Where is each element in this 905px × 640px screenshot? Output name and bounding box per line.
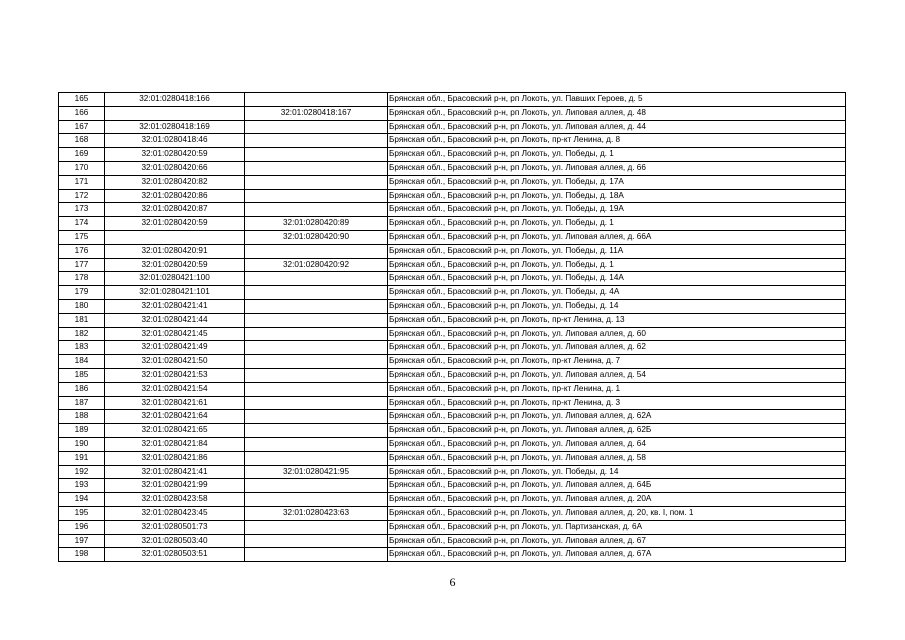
cadastral-number-cell: 32:01:0280421:99: [105, 479, 245, 493]
cadastral-number-cell: 32:01:0280421:84: [105, 437, 245, 451]
cadastral-number-cell: 32:01:0280421:45: [105, 327, 245, 341]
building-cadastral-number-cell: [245, 355, 388, 369]
cadastral-number-cell: 32:01:0280421:49: [105, 341, 245, 355]
address-cell: Брянская обл., Брасовский р-н, рп Локоть, ул. Липовая аллея, д. 66: [388, 161, 846, 175]
cadastral-number-cell: 32:01:0280421:53: [105, 368, 245, 382]
row-number-cell: 180: [59, 299, 105, 313]
building-cadastral-number-cell: [245, 520, 388, 534]
table-row: [59, 189, 846, 203]
table-row: [59, 272, 846, 286]
row-number-cell: 194: [59, 493, 105, 507]
row-number-cell: 184: [59, 355, 105, 369]
building-cadastral-number-cell: [245, 382, 388, 396]
address-cell: Брянская обл., Брасовский р-н, рп Локоть, ул. Победы, д. 19А: [388, 203, 846, 217]
address-cell: Брянская обл., Брасовский р-н, рп Локоть, ул. Липовая аллея, д. 64Б: [388, 479, 846, 493]
building-cadastral-number-cell: [245, 175, 388, 189]
address-cell: Брянская обл., Брасовский р-н, рп Локоть, пр-кт Ленина, д. 8: [388, 134, 846, 148]
table-row: [59, 217, 846, 231]
table-row: [59, 299, 846, 313]
cadastral-number-cell: 32:01:0280418:169: [105, 120, 245, 134]
building-cadastral-number-cell: [245, 479, 388, 493]
row-number-cell: 177: [59, 258, 105, 272]
building-cadastral-number-cell: [245, 327, 388, 341]
cadastral-number-cell: 32:01:0280420:59: [105, 258, 245, 272]
table-row: [59, 327, 846, 341]
property-registry-table: [58, 92, 846, 562]
row-number-cell: 166: [59, 106, 105, 120]
address-cell: Брянская обл., Брасовский р-н, рп Локоть, ул. Победы, д. 11А: [388, 244, 846, 258]
row-number-cell: 185: [59, 368, 105, 382]
row-number-cell: 192: [59, 465, 105, 479]
row-number-cell: 195: [59, 506, 105, 520]
cadastral-number-cell: 32:01:0280420:91: [105, 244, 245, 258]
row-number-cell: 169: [59, 148, 105, 162]
cadastral-number-cell: 32:01:0280421:41: [105, 299, 245, 313]
building-cadastral-number-cell: 32:01:0280420:92: [245, 258, 388, 272]
cadastral-number-cell: 32:01:0280420:59: [105, 217, 245, 231]
table-row: [59, 93, 846, 107]
address-cell: Брянская обл., Брасовский р-н, рп Локоть, ул. Победы, д. 17А: [388, 175, 846, 189]
table-row: [59, 520, 846, 534]
building-cadastral-number-cell: [245, 493, 388, 507]
cadastral-number-cell: 32:01:0280420:82: [105, 175, 245, 189]
cadastral-number-cell: 32:01:0280503:40: [105, 534, 245, 548]
building-cadastral-number-cell: [245, 341, 388, 355]
building-cadastral-number-cell: [245, 93, 388, 107]
cadastral-number-cell: 32:01:0280423:45: [105, 506, 245, 520]
address-cell: Брянская обл., Брасовский р-н, рп Локоть, ул. Липовая аллея, д. 48: [388, 106, 846, 120]
table-row: [59, 382, 846, 396]
cadastral-number-cell: 32:01:0280420:66: [105, 161, 245, 175]
table-row: [59, 465, 846, 479]
table-row: [59, 203, 846, 217]
address-cell: Брянская обл., Брасовский р-н, рп Локоть, пр-кт Ленина, д. 7: [388, 355, 846, 369]
cadastral-number-cell: 32:01:0280421:100: [105, 272, 245, 286]
row-number-cell: 191: [59, 451, 105, 465]
address-cell: Брянская обл., Брасовский р-н, рп Локоть, ул. Победы, д. 14: [388, 465, 846, 479]
address-cell: Брянская обл., Брасовский р-н, рп Локоть, ул. Липовая аллея, д. 54: [388, 368, 846, 382]
table-row: [59, 479, 846, 493]
building-cadastral-number-cell: [245, 244, 388, 258]
cadastral-number-cell: [105, 230, 245, 244]
table-row: [59, 148, 846, 162]
table-row: [59, 424, 846, 438]
building-cadastral-number-cell: [245, 120, 388, 134]
row-number-cell: 183: [59, 341, 105, 355]
cadastral-number-cell: 32:01:0280421:41: [105, 465, 245, 479]
cadastral-number-cell: 32:01:0280421:64: [105, 410, 245, 424]
row-number-cell: 189: [59, 424, 105, 438]
table-row: [59, 410, 846, 424]
address-cell: Брянская обл., Брасовский р-н, рп Локоть, ул. Липовая аллея, д. 20А: [388, 493, 846, 507]
row-number-cell: 175: [59, 230, 105, 244]
address-cell: Брянская обл., Брасовский р-н, рп Локоть, ул. Липовая аллея, д. 67А: [388, 548, 846, 562]
row-number-cell: 186: [59, 382, 105, 396]
building-cadastral-number-cell: [245, 299, 388, 313]
row-number-cell: 198: [59, 548, 105, 562]
building-cadastral-number-cell: 32:01:0280418:167: [245, 106, 388, 120]
row-number-cell: 178: [59, 272, 105, 286]
table-row: [59, 355, 846, 369]
table-row: [59, 437, 846, 451]
address-cell: Брянская обл., Брасовский р-н, рп Локоть, пр-кт Ленина, д. 3: [388, 396, 846, 410]
building-cadastral-number-cell: [245, 203, 388, 217]
building-cadastral-number-cell: [245, 272, 388, 286]
table-row: [59, 244, 846, 258]
address-cell: Брянская обл., Брасовский р-н, рп Локоть, ул. Победы, д. 4А: [388, 286, 846, 300]
cadastral-number-cell: 32:01:0280421:54: [105, 382, 245, 396]
table-row: [59, 286, 846, 300]
building-cadastral-number-cell: [245, 410, 388, 424]
row-number-cell: 176: [59, 244, 105, 258]
address-cell: Брянская обл., Брасовский р-н, рп Локоть, ул. Липовая аллея, д. 20, кв. I, пом. 1: [388, 506, 846, 520]
address-cell: Брянская обл., Брасовский р-н, рп Локоть, ул. Победы, д. 14: [388, 299, 846, 313]
cadastral-number-cell: [105, 106, 245, 120]
building-cadastral-number-cell: [245, 313, 388, 327]
table-row: [59, 134, 846, 148]
building-cadastral-number-cell: [245, 451, 388, 465]
building-cadastral-number-cell: 32:01:0280420:89: [245, 217, 388, 231]
cadastral-number-cell: 32:01:0280501:73: [105, 520, 245, 534]
address-cell: Брянская обл., Брасовский р-н, рп Локоть, пр-кт Ленина, д. 13: [388, 313, 846, 327]
row-number-cell: 167: [59, 120, 105, 134]
cadastral-number-cell: 32:01:0280503:51: [105, 548, 245, 562]
building-cadastral-number-cell: [245, 534, 388, 548]
cadastral-number-cell: 32:01:0280418:166: [105, 93, 245, 107]
address-cell: Брянская обл., Брасовский р-н, рп Локоть, ул. Победы, д. 1: [388, 148, 846, 162]
table-row: [59, 313, 846, 327]
address-cell: Брянская обл., Брасовский р-н, рп Локоть, пр-кт Ленина, д. 1: [388, 382, 846, 396]
building-cadastral-number-cell: [245, 424, 388, 438]
cadastral-number-cell: 32:01:0280421:61: [105, 396, 245, 410]
page-number: 6: [449, 575, 456, 589]
building-cadastral-number-cell: 32:01:0280420:90: [245, 230, 388, 244]
cadastral-number-cell: 32:01:0280421:101: [105, 286, 245, 300]
table-row: [59, 396, 846, 410]
row-number-cell: 165: [59, 93, 105, 107]
address-cell: Брянская обл., Брасовский р-н, рп Локоть, ул. Липовая аллея, д. 62Б: [388, 424, 846, 438]
table-row: [59, 341, 846, 355]
building-cadastral-number-cell: 32:01:0280423:63: [245, 506, 388, 520]
cadastral-number-cell: 32:01:0280420:59: [105, 148, 245, 162]
row-number-cell: 187: [59, 396, 105, 410]
registry-table-body: [59, 93, 846, 562]
row-number-cell: 168: [59, 134, 105, 148]
building-cadastral-number-cell: [245, 286, 388, 300]
address-cell: Брянская обл., Брасовский р-н, рп Локоть, ул. Липовая аллея, д. 64: [388, 437, 846, 451]
address-cell: Брянская обл., Брасовский р-н, рп Локоть, ул. Липовая аллея, д. 67: [388, 534, 846, 548]
address-cell: Брянская обл., Брасовский р-н, рп Локоть, ул. Липовая аллея, д. 44: [388, 120, 846, 134]
address-cell: Брянская обл., Брасовский р-н, рп Локоть, ул. Партизанская, д. 6А: [388, 520, 846, 534]
row-number-cell: 196: [59, 520, 105, 534]
address-cell: Брянская обл., Брасовский р-н, рп Локоть, ул. Победы, д. 1: [388, 258, 846, 272]
address-cell: Брянская обл., Брасовский р-н, рп Локоть, ул. Липовая аллея, д. 58: [388, 451, 846, 465]
building-cadastral-number-cell: [245, 148, 388, 162]
cadastral-number-cell: 32:01:0280421:50: [105, 355, 245, 369]
address-cell: Брянская обл., Брасовский р-н, рп Локоть, ул. Липовая аллея, д. 60: [388, 327, 846, 341]
table-row: [59, 534, 846, 548]
table-row: [59, 106, 846, 120]
building-cadastral-number-cell: [245, 396, 388, 410]
row-number-cell: 190: [59, 437, 105, 451]
cadastral-number-cell: 32:01:0280421:86: [105, 451, 245, 465]
row-number-cell: 173: [59, 203, 105, 217]
table-row: [59, 175, 846, 189]
cadastral-number-cell: 32:01:0280421:65: [105, 424, 245, 438]
row-number-cell: 193: [59, 479, 105, 493]
row-number-cell: 172: [59, 189, 105, 203]
building-cadastral-number-cell: [245, 368, 388, 382]
row-number-cell: 174: [59, 217, 105, 231]
row-number-cell: 179: [59, 286, 105, 300]
table-row: [59, 230, 846, 244]
cadastral-number-cell: 32:01:0280420:86: [105, 189, 245, 203]
row-number-cell: 188: [59, 410, 105, 424]
table-row: [59, 120, 846, 134]
row-number-cell: 197: [59, 534, 105, 548]
table-row: [59, 368, 846, 382]
address-cell: Брянская обл., Брасовский р-н, рп Локоть, ул. Победы, д. 18А: [388, 189, 846, 203]
row-number-cell: 170: [59, 161, 105, 175]
row-number-cell: 181: [59, 313, 105, 327]
building-cadastral-number-cell: [245, 437, 388, 451]
address-cell: Брянская обл., Брасовский р-н, рп Локоть, ул. Победы, д. 14А: [388, 272, 846, 286]
building-cadastral-number-cell: [245, 161, 388, 175]
address-cell: Брянская обл., Брасовский р-н, рп Локоть, ул. Липовая аллея, д. 62: [388, 341, 846, 355]
table-row: [59, 493, 846, 507]
cadastral-number-cell: 32:01:0280421:44: [105, 313, 245, 327]
building-cadastral-number-cell: [245, 548, 388, 562]
table-row: [59, 161, 846, 175]
address-cell: Брянская обл., Брасовский р-н, рп Локоть, ул. Липовая аллея, д. 66А: [388, 230, 846, 244]
cadastral-number-cell: 32:01:0280420:87: [105, 203, 245, 217]
table-row: [59, 451, 846, 465]
table-row: [59, 258, 846, 272]
address-cell: Брянская обл., Брасовский р-н, рп Локоть, ул. Липовая аллея, д. 62А: [388, 410, 846, 424]
table-row: [59, 506, 846, 520]
address-cell: Брянская обл., Брасовский р-н, рп Локоть, ул. Павших Героев, д. 5: [388, 93, 846, 107]
table-row: [59, 548, 846, 562]
row-number-cell: 171: [59, 175, 105, 189]
row-number-cell: 182: [59, 327, 105, 341]
building-cadastral-number-cell: 32:01:0280421:95: [245, 465, 388, 479]
building-cadastral-number-cell: [245, 134, 388, 148]
address-cell: Брянская обл., Брасовский р-н, рп Локоть, ул. Победы, д. 1: [388, 217, 846, 231]
building-cadastral-number-cell: [245, 189, 388, 203]
cadastral-number-cell: 32:01:0280423:58: [105, 493, 245, 507]
cadastral-number-cell: 32:01:0280418:46: [105, 134, 245, 148]
